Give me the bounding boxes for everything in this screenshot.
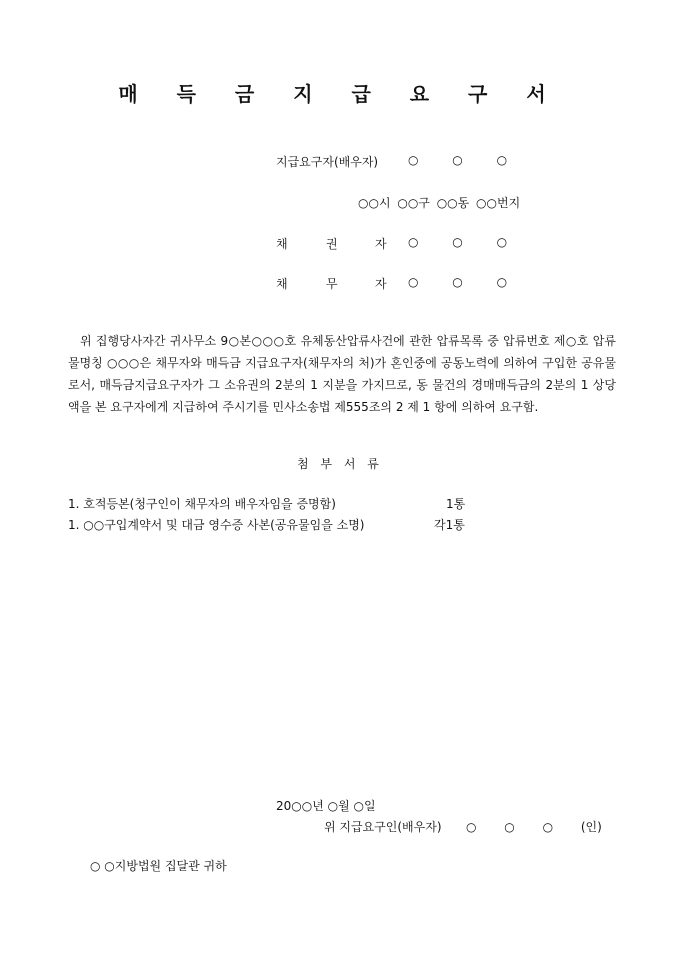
signature-label: 위 지급요구인(배우자) — [324, 820, 442, 834]
attachment-count-1: 1통 — [446, 497, 466, 511]
debtor-name: ○ ○ ○ — [408, 275, 508, 289]
debtor-label-3: 자 — [375, 277, 387, 291]
requester-label: 지급요구자(배우자) — [276, 155, 379, 169]
attachment-item-2: 1. ○○구입계약서 및 대금 영수증 사본(공유물임을 소명) — [68, 518, 365, 532]
creditor-name: ○ ○ ○ — [408, 235, 508, 249]
attachments-heading: 첨 부 서 류 — [297, 457, 379, 471]
signature-name: ○ ○ ○ (인) — [466, 820, 602, 834]
attachment-item-1: 1. 호적등본(청구인이 채무자의 배우자임을 증명함) — [68, 497, 336, 511]
request-body — [68, 330, 616, 418]
document-title: 매 득 금 지 급 요 구 서 — [118, 82, 562, 106]
debtor-label-1: 채 — [276, 277, 288, 291]
recipient: ○ ○지방법원 집달관 귀하 — [90, 859, 227, 873]
creditor-label-1: 채 — [276, 237, 288, 251]
requester-name: ○ ○ ○ — [408, 153, 508, 167]
debtor-label-2: 무 — [326, 277, 338, 291]
attachment-count-2: 각1통 — [434, 518, 465, 532]
requester-address: ○○시 ○○구 ○○동 ○○번지 — [358, 196, 521, 210]
document-date: 20○○년 ○월 ○일 — [276, 799, 376, 813]
creditor-label-2: 권 — [326, 237, 338, 251]
creditor-label-3: 자 — [375, 237, 387, 251]
request-paragraph: 위 집행당사자간 귀사무소 9○본○○○호 유체동산압류사건에 관한 압류목록 중 압류번호 제○호 압류물명칭 ○○○은 채무자와 매득금 지급요구자(채무자의 처)가 혼인중에 공동노력에 의하여 구입한 공유물로서, 매득금지급요구자가 그 소유권의 2분의 1 지분을 가지므로, 동 물건의 경매매득금의 2분의 1 상당액을 본 요구자에게 지급하여 주시기를 민사소송법 제555조의 2 제 1 항에 의하여 요구함. — [68, 334, 616, 414]
